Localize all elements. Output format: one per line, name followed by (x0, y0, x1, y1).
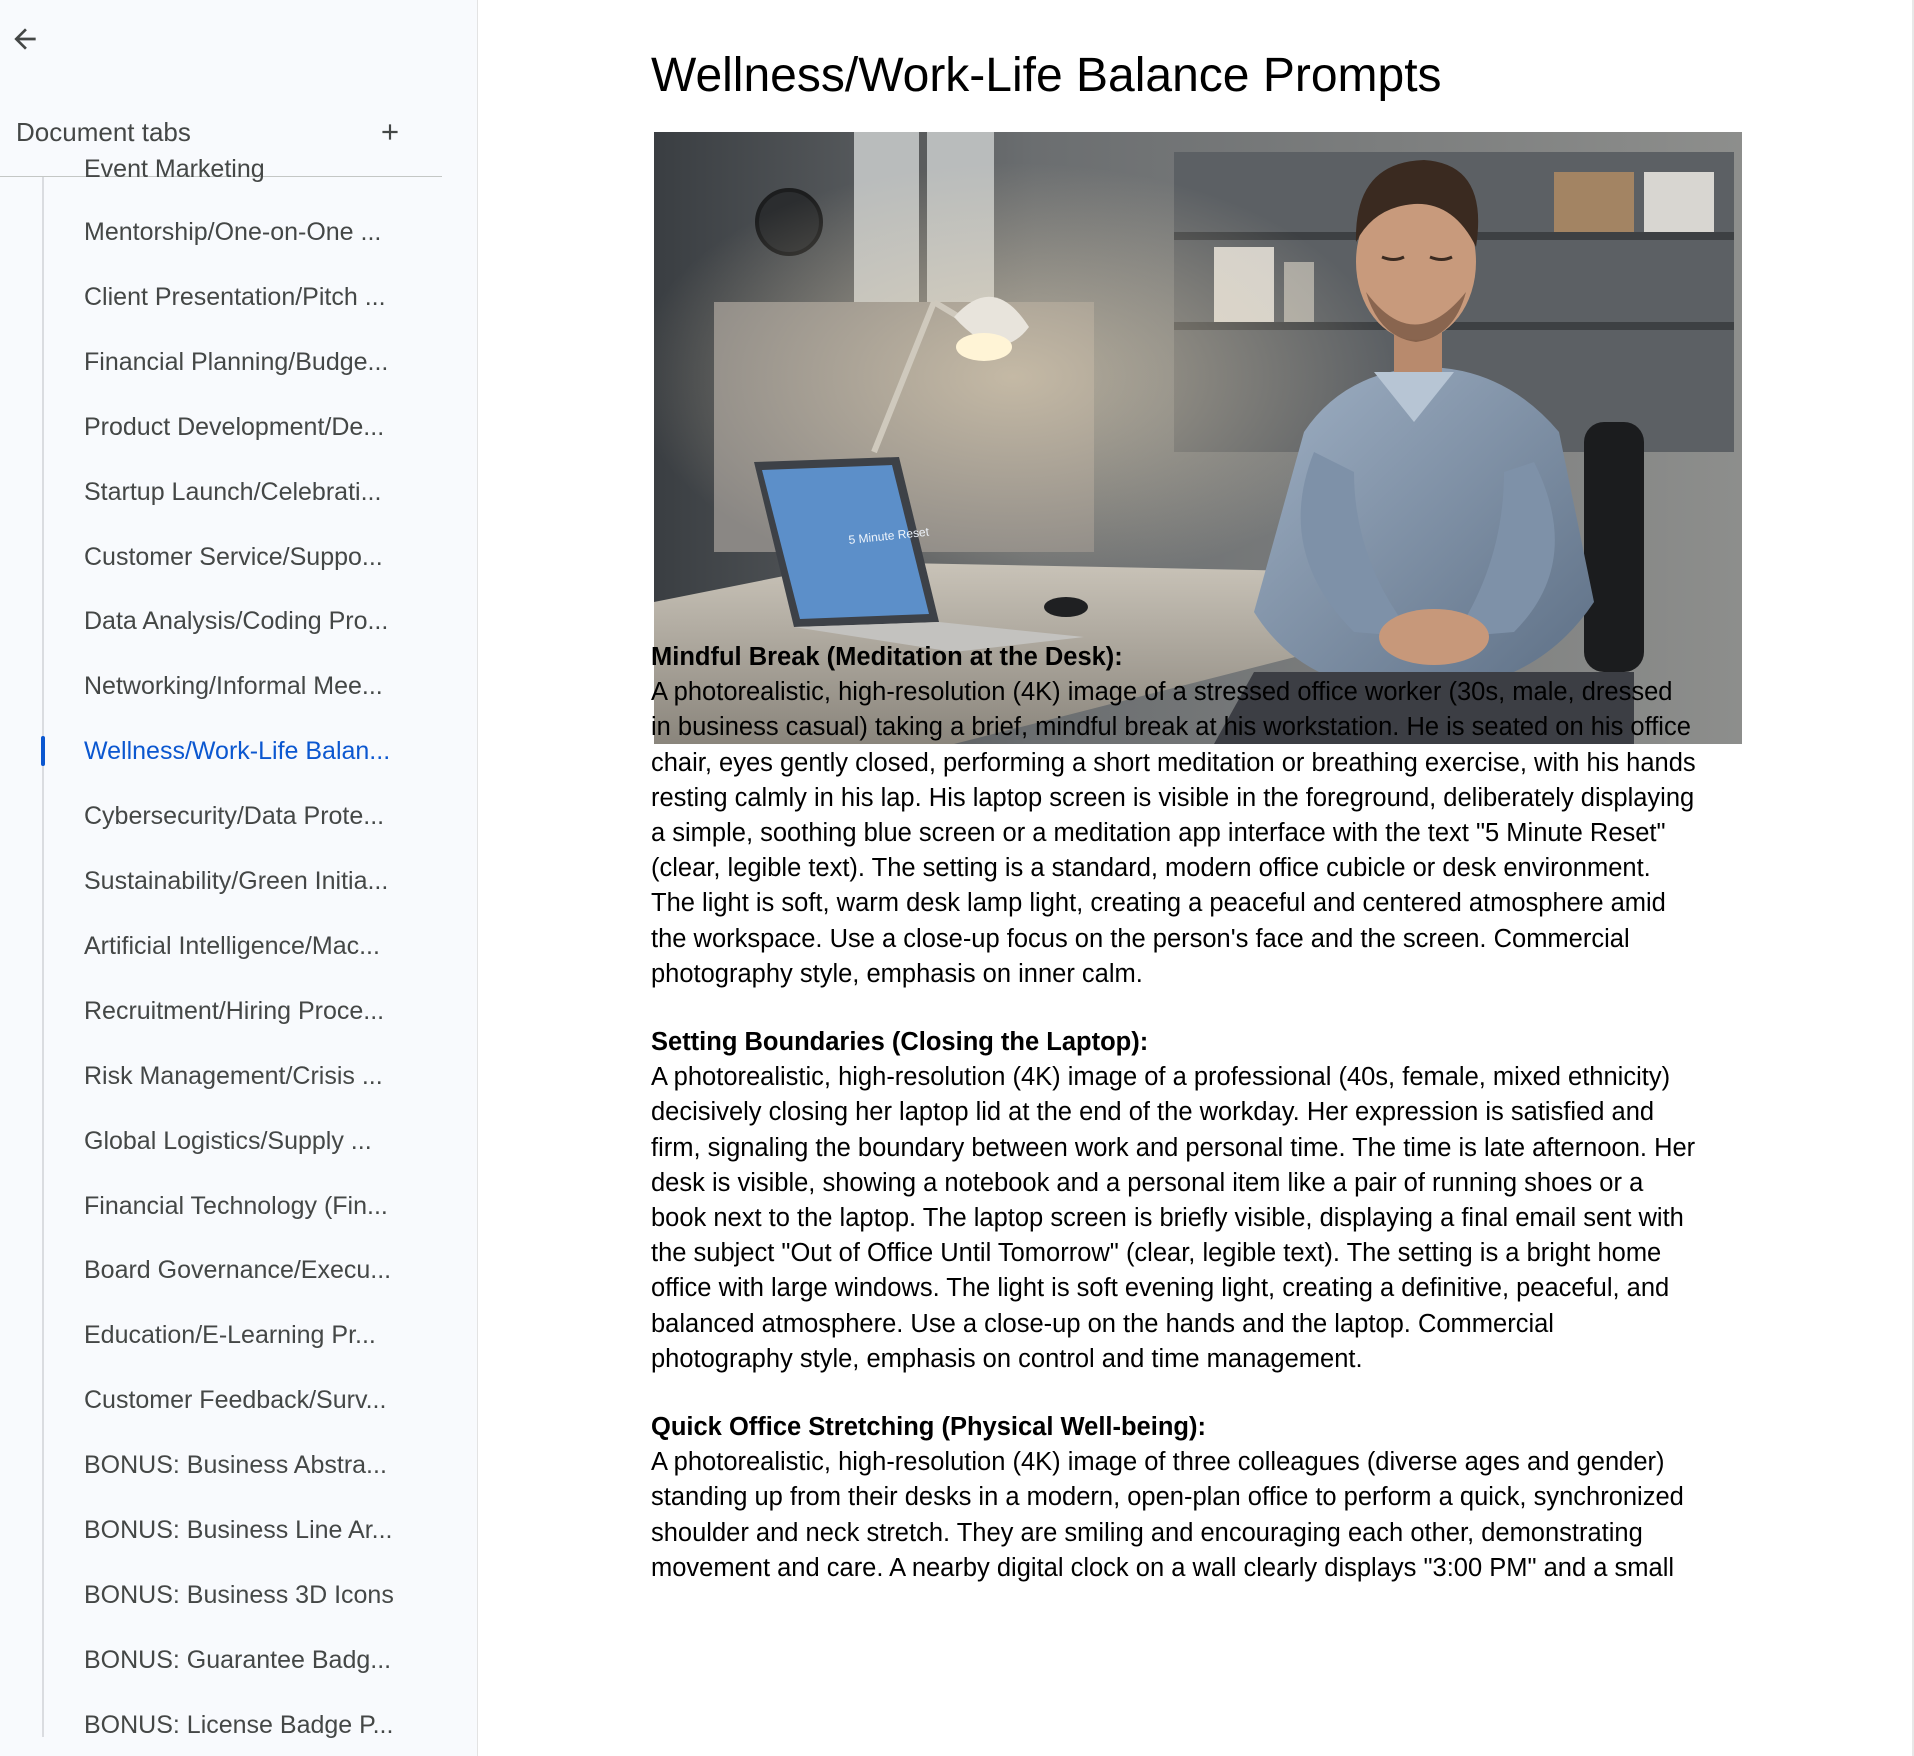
section-title: Mindful Break (Meditation at the Desk): (651, 643, 1123, 671)
back-button[interactable] (6, 18, 44, 60)
tab-item[interactable]: Education/E-Learning Pr... (84, 1321, 376, 1350)
tab-item[interactable]: Wellness/Work-Life Balan... (84, 737, 391, 766)
document-body (478, 0, 1914, 1756)
body-line: resting calmly in his lap. His laptop screen is visible in the foreground, deliberately displaying (651, 783, 1695, 812)
tab-item[interactable]: Customer Feedback/Surv... (84, 1386, 387, 1415)
body-line: (clear, legible text). The setting is a standard, modern office cubicle or desk environment. (651, 854, 1651, 883)
section-office-stretching (651, 1410, 1751, 1586)
document-tabs-title: Document tabs (16, 116, 191, 147)
section-mindful-break (651, 640, 1751, 992)
tab-item[interactable]: Sustainability/Green Initia... (84, 867, 389, 895)
tab-item[interactable]: BONUS: Business Line Ar... (84, 1516, 393, 1544)
body-line: desk is visible, showing a notebook and a personal item like a pair of running shoes or a (651, 1168, 1644, 1197)
tab-item-partial[interactable]: Event Marketing (84, 155, 265, 183)
tab-item[interactable]: BONUS: Guarantee Badg... (84, 1645, 392, 1674)
tab-item[interactable]: Board Governance/Execu... (84, 1256, 392, 1285)
tab-item[interactable]: Cybersecurity/Data Prote... (84, 802, 385, 831)
tab-item[interactable]: Mentorship/One-on-One ... (84, 218, 382, 246)
tab-item[interactable]: Recruitment/Hiring Proce... (84, 996, 385, 1025)
section-setting-boundaries (651, 1025, 1751, 1377)
tab-item[interactable]: Financial Planning/Budge... (84, 347, 389, 376)
body-line: The light is soft, warm desk lamp light, creating a peaceful and centered atmosphere amid (651, 889, 1666, 918)
tab-item[interactable]: Client Presentation/Pitch ... (84, 282, 386, 311)
section-body (651, 1060, 1751, 1377)
body-line: A photorealistic, high-resolution (4K) image of a professional (40s, female, mixed ethnicity) (651, 1063, 1671, 1092)
section-title: Setting Boundaries (Closing the Laptop): (651, 1028, 1149, 1056)
laptop-screen-text: 5 Minute Reset (847, 524, 930, 547)
tab-item[interactable]: Financial Technology (Fin... (84, 1191, 388, 1220)
tab-item[interactable]: Product Development/De... (84, 412, 385, 441)
body-line: office with large windows. The light is soft evening light, creating a definitive, peaceful, and (651, 1274, 1670, 1303)
body-line: A photorealistic, high-resolution (4K) image of three colleagues (diverse ages and gender) (651, 1448, 1665, 1477)
arrow-left-icon (9, 23, 41, 55)
body-line: photography style, emphasis on inner calm. (651, 959, 1143, 988)
tab-item[interactable]: Data Analysis/Coding Pro... (84, 607, 389, 636)
tab-rail (42, 177, 44, 1737)
body-line: standing up from their desks in a modern, open-plan office to perform a quick, synchronized (651, 1483, 1684, 1512)
tab-item[interactable]: Risk Management/Crisis ... (84, 1061, 383, 1090)
body-line: movement and care. A nearby digital clock on a wall clearly displays "3:00 PM" and a small (651, 1553, 1675, 1582)
document-tabs-sidebar (0, 0, 478, 1756)
tab-list (0, 155, 442, 1756)
tab-item[interactable]: BONUS: License Badge P... (84, 1710, 394, 1739)
plus-icon (377, 119, 403, 145)
body-line: balanced atmosphere. Use a close-up on the hands and the laptop. Commercial (651, 1309, 1554, 1338)
body-line: shoulder and neck stretch. They are smiling and encouraging each other, demonstrating (651, 1518, 1643, 1547)
tab-item[interactable]: Global Logistics/Supply ... (84, 1126, 372, 1155)
body-line: firm, signaling the boundary between work and personal time. The time is late afternoon. Her (651, 1133, 1696, 1162)
body-line: book next to the laptop. The laptop screen is briefly visible, displaying a final email sent with (651, 1204, 1684, 1233)
page-title: Wellness/Work-Life Balance Prompts (651, 49, 1442, 102)
body-line: in business casual) taking a brief, mindful break at his workstation. He is seated on his office (651, 713, 1691, 742)
body-line: a simple, soothing blue screen or a meditation app interface with the text "5 Minute Reset" (651, 819, 1666, 848)
tab-item[interactable]: Networking/Informal Mee... (84, 672, 383, 701)
tab-item[interactable]: Startup Launch/Celebrati... (84, 477, 382, 506)
body-line: photography style, emphasis on control and time management. (651, 1344, 1363, 1373)
body-line: the workspace. Use a close-up focus on the person's face and the screen. Commercial (651, 924, 1630, 953)
section-body (651, 675, 1751, 992)
add-tab-button[interactable] (370, 112, 410, 152)
tab-item[interactable]: BONUS: Business Abstra... (84, 1451, 387, 1480)
tab-item[interactable]: BONUS: Business 3D Icons (84, 1580, 394, 1609)
active-tab-indicator (41, 736, 45, 766)
body-line: the subject "Out of Office Until Tomorrow" (clear, legible text). The setting is a bright home (651, 1239, 1662, 1268)
document-tabs-header (16, 112, 416, 152)
section-title: Quick Office Stretching (Physical Well-being): (651, 1413, 1206, 1441)
body-line: chair, eyes gently closed, performing a short meditation or breathing exercise, with his hands (651, 748, 1696, 777)
section-body (651, 1445, 1751, 1586)
tab-item[interactable]: Artificial Intelligence/Mac... (84, 931, 380, 960)
body-line: decisively closing her laptop lid at the end of the workday. Her expression is satisfied and (651, 1098, 1655, 1127)
body-line: A photorealistic, high-resolution (4K) image of a stressed office worker (30s, male, dressed (651, 678, 1673, 707)
tab-item[interactable]: Customer Service/Suppo... (84, 542, 383, 571)
